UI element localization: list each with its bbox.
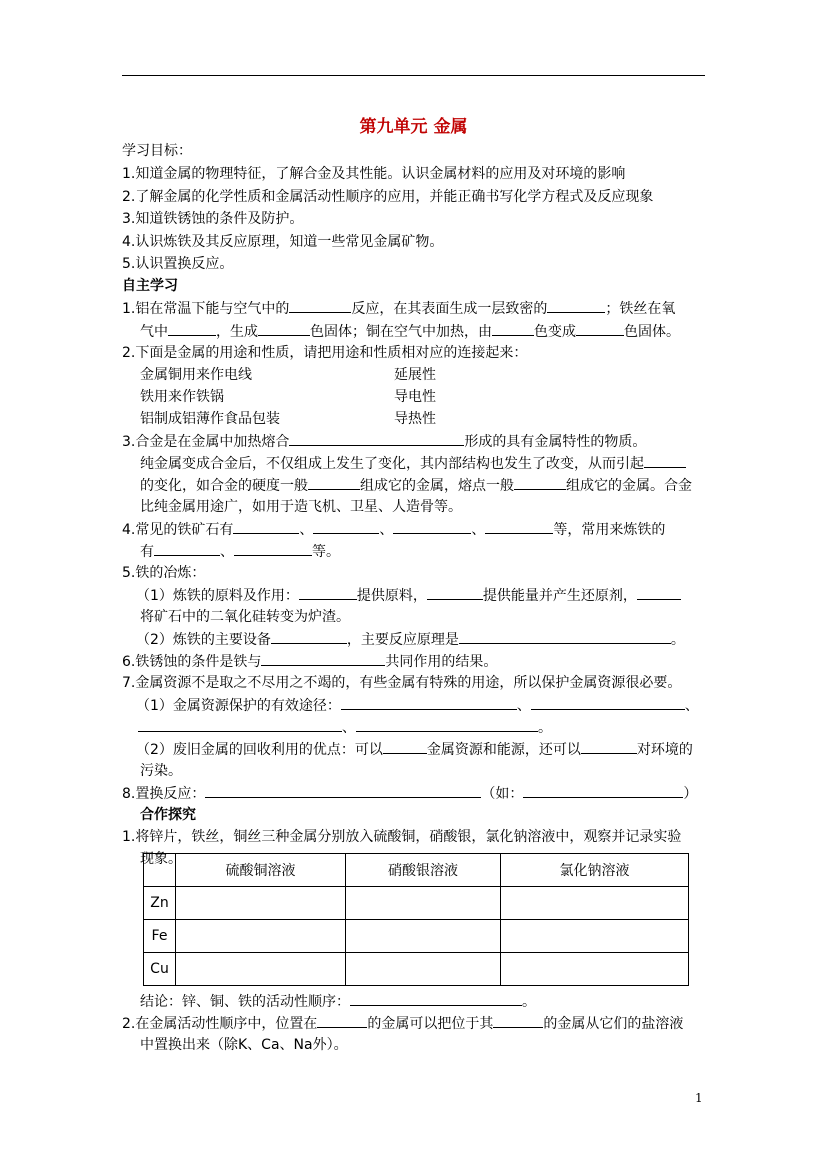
answer-blank	[644, 453, 686, 468]
observation-cell	[176, 920, 346, 953]
metal-use: 铝制成铝薄作食品包装	[140, 411, 280, 427]
answer-blank	[581, 739, 637, 754]
question-6: 6.铁锈蚀的条件是铁与 共同作用的结果。	[122, 651, 497, 672]
table-row	[144, 920, 689, 953]
question-5-heading: 5.铁的冶炼：	[122, 565, 206, 581]
question-2-intro: 2.下面是金属的用途和性质，请把用途和性质相对应的连接起来：	[122, 345, 528, 361]
metal-property: 导热性	[394, 411, 436, 427]
answer-blank	[493, 1013, 543, 1028]
question-7-line-1: 7.金属资源不是取之不尽用之不竭的，有些金属有特殊的用途，所以保护金属资源很必要。	[122, 675, 682, 691]
table-header: 氯化钠溶液	[501, 854, 689, 887]
header-rule	[122, 75, 705, 76]
metal-property: 导电性	[394, 389, 436, 405]
answer-blank	[168, 321, 216, 336]
conclusion: 结论：锌、铜、铁的活动性顺序： 。	[140, 991, 536, 1012]
answer-blank	[289, 431, 464, 446]
question-7-line-2: （1）金属资源保护的有效途径： 、 、	[136, 695, 699, 716]
objective-item: 4.认识炼铁及其反应原理，知道一些常见金属矿物。	[122, 234, 444, 250]
answer-blank	[356, 717, 538, 732]
question-4-line-2: 有 、 等。	[140, 541, 340, 562]
answer-blank	[637, 585, 681, 600]
question-7-line-4: （2）废旧金属的回收利用的优点：可以 金属资源和能源，还可以 对环境的	[136, 739, 693, 760]
answer-blank	[485, 519, 553, 534]
answer-blank	[514, 475, 566, 490]
objectives-heading: 学习目标：	[122, 143, 192, 159]
question-3-line-3: 的变化，如合金的硬度一般 组成它的金属，熔点一般 组成它的金属。合金	[140, 475, 692, 496]
answer-blank	[576, 321, 624, 336]
answer-blank	[258, 321, 310, 336]
observation-cell	[346, 953, 501, 986]
inquiry-1-line-1: 1.将锌片，铁丝，铜丝三种金属分别放入硫酸铜，硝酸银，氯化钠溶液中，观察并记录实验	[122, 829, 682, 845]
metal-use: 铁用来作铁锅	[140, 389, 224, 405]
observation-cell	[501, 953, 689, 986]
answer-blank	[547, 298, 605, 313]
answer-blank	[383, 739, 427, 754]
observation-cell	[501, 920, 689, 953]
observation-cell	[346, 920, 501, 953]
answer-blank	[523, 783, 683, 798]
question-3-line-2: 纯金属变成合金后，不仅组成上发生了变化，其内部结构也发生了改变，从而引起	[140, 453, 686, 474]
objective-item: 2.了解金属的化学性质和金属活动性顺序的应用，并能正确书写化学方程式及反应现象	[122, 189, 654, 205]
observation-cell	[501, 887, 689, 920]
objective-item: 1.知道金属的物理特征，了解合金及其性能。认识金属材料的应用及对环境的影响	[122, 166, 626, 182]
page-title: 第九单元 金属	[359, 117, 468, 137]
answer-blank	[154, 541, 220, 556]
question-7-line-5: 污染。	[140, 763, 182, 779]
answer-blank	[271, 629, 347, 644]
question-8: 8.置换反应： （如： ）	[122, 783, 697, 804]
table-header: 硫酸铜溶液	[176, 854, 346, 887]
metal-label: Zn	[144, 887, 176, 920]
answer-blank	[234, 541, 312, 556]
inquiry-2-line-1: 2.在金属活动性顺序中，位置在 的金属可以把位于其 的金属从它们的盐溶液	[122, 1013, 683, 1034]
observation-cell	[176, 953, 346, 986]
question-5-line-2: 将矿石中的二氧化硅转变为炉渣。	[140, 609, 350, 625]
answer-blank	[299, 585, 357, 600]
question-1-line-1: 1.铝在常温下能与空气中的 反应，在其表面生成一层致密的 ；铁丝在氧	[122, 298, 675, 319]
table-header-corner	[144, 854, 176, 887]
answer-blank	[205, 783, 481, 798]
question-1-line-2: 气中 ，生成 色固体；铜在空气中加热，由 色变成 色固体。	[140, 321, 680, 342]
question-5-line-1: （1）炼铁的原料及作用： 提供原料， 提供能量并产生还原剂，	[136, 585, 681, 606]
question-3-line-4: 比纯金属用途广，如用于造飞机、卫星、人造骨等。	[140, 499, 462, 515]
metal-use: 金属铜用来作电线	[140, 367, 252, 383]
metal-label: Cu	[144, 953, 176, 986]
page-number: 1	[695, 1091, 703, 1105]
table-row	[144, 953, 689, 986]
answer-blank	[233, 519, 299, 534]
answer-blank	[138, 717, 342, 732]
answer-blank	[313, 519, 379, 534]
answer-blank	[350, 991, 522, 1006]
answer-blank	[317, 1013, 367, 1028]
metal-label: Fe	[144, 920, 176, 953]
table-row	[144, 887, 689, 920]
answer-blank	[459, 629, 671, 644]
answer-blank	[531, 695, 685, 710]
question-4-line-1: 4.常见的铁矿石有 、 、 、 等，常用来炼铁的	[122, 519, 665, 540]
metal-property: 延展性	[394, 367, 436, 383]
observation-table	[143, 853, 689, 986]
inquiry-2-line-2: 中置换出来（除K、Ca、Na外）。	[140, 1037, 348, 1053]
table-header: 硝酸银溶液	[346, 854, 501, 887]
inquiry-1-line-2: 现象。	[140, 851, 182, 867]
cooperative-inquiry-heading: 合作探究	[140, 807, 196, 823]
self-study-heading: 自主学习	[122, 278, 178, 294]
answer-blank	[261, 651, 385, 666]
question-3-line-1: 3.合金是在金属中加热熔合 形成的具有金属特性的物质。	[122, 431, 646, 452]
objective-item: 3.知道铁锈蚀的条件及防护。	[122, 211, 304, 227]
answer-blank	[289, 298, 351, 313]
answer-blank	[341, 695, 517, 710]
answer-blank	[427, 585, 483, 600]
answer-blank	[308, 475, 360, 490]
objective-item: 5.认识置换反应。	[122, 256, 234, 272]
observation-cell	[346, 887, 501, 920]
answer-blank	[492, 321, 534, 336]
observation-cell	[176, 887, 346, 920]
answer-blank	[393, 519, 471, 534]
question-5-line-3: （2）炼铁的主要设备 ，主要反应原理是 。	[136, 629, 685, 650]
question-7-line-3: 、 。	[138, 717, 552, 738]
